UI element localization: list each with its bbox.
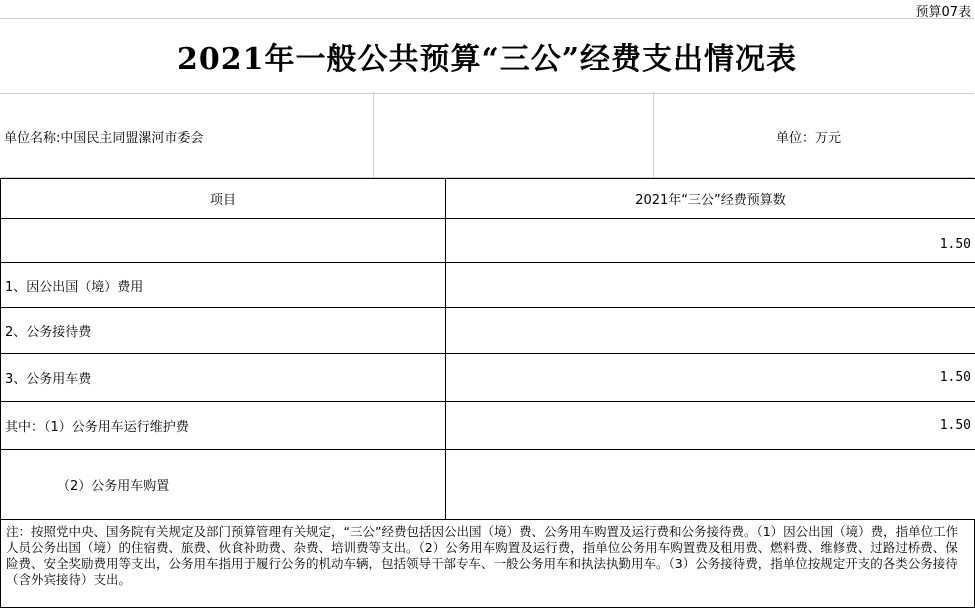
table-row [1,263,975,308]
row-value: 1.50 [446,402,975,450]
row-label: 其中：（1）公务用车运行维护费 [1,402,446,450]
row-label: 2、公务接待费 [1,308,446,354]
row-value [446,263,975,308]
row-value: 1.50 [446,219,975,263]
table-row [1,219,975,263]
footnote: 注：按照党中央、国务院有关规定及部门预算管理有关规定，“三公”经费包括因公出国（境）费、公务用车购置及运行费和公务接待费。（1）因公出国（境）费，指单位工作人员公务出国（境）的住宿费、旅费、伙食补助费、杂费、培训费等支出。（2）公务用车购置及运行费，指单位公务用车购置费及租用费、燃料费、维修费、过路过桥费、保险费、安全奖励费用等支出，公务用车指用于履行公务的机动车辆，包括领导干部专车、一般公务用车和执法执勤用车。（3）公务接待费，指单位按规定开支的各类公务接待（含外宾接待）支出。 [0,519,975,608]
header-budget: 2021年“三公”经费预算数 [446,179,975,219]
row-value [446,450,975,520]
table-row [1,354,975,402]
title-area [0,18,974,94]
table-row [1,450,975,520]
unit-name: 单位名称:中国民主同盟漯河市委会 [4,131,204,146]
row-label: （2）公务用车购置 [1,450,446,520]
row-value: 1.50 [446,354,975,402]
row-label: 1、因公出国（境）费用 [1,263,446,308]
meta-row [0,92,974,178]
header-item: 项目 [1,179,446,219]
form-tag: 预算07表 [915,5,971,20]
row-label [1,219,446,263]
row-value [446,308,975,354]
table-row [1,308,975,354]
page-title: 2021年一般公共预算“三公”经费支出情况表 [176,42,797,77]
budget-table [0,178,975,520]
row-label: 3、公务用车费 [1,354,446,402]
table-header-row [1,179,975,219]
meta-divider [653,92,654,177]
table-row [1,402,975,450]
meta-divider [373,92,374,177]
unit-label: 单位：万元 [776,131,842,146]
